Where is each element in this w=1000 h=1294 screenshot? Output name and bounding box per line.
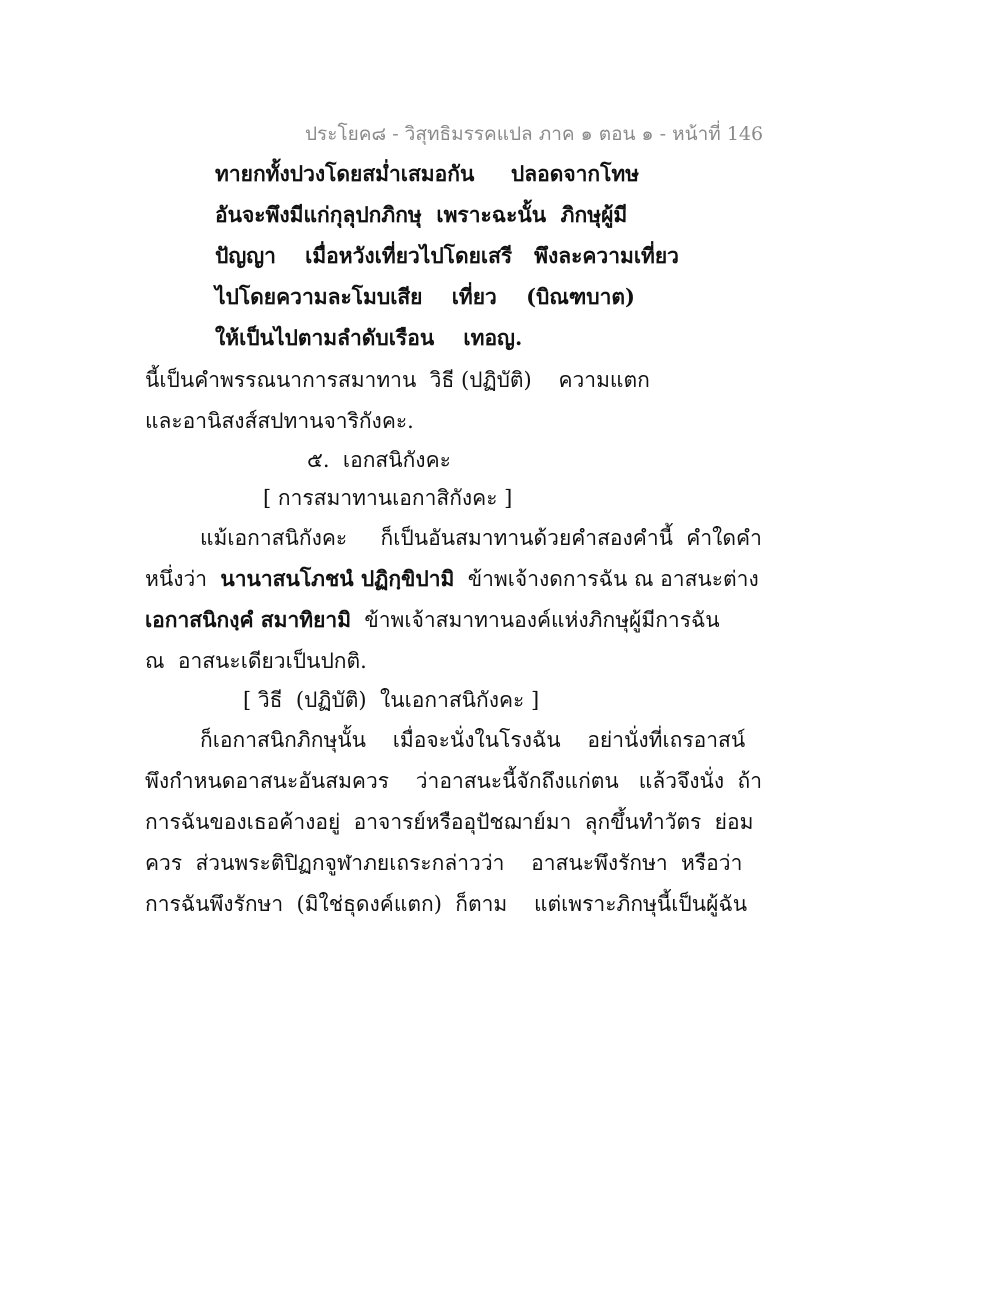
summary-line: และอานิสงส์สปทานจาริกังคะ. <box>145 409 414 433</box>
subheading: [ การสมาทานเอกาสิกังคะ ] <box>263 486 513 510</box>
paragraph-line: แม้เอกาสนิกังคะ ก็เป็นอันสมาทานด้วยคำสองคำนี้ คำใดคำ <box>200 526 762 550</box>
pali-phrase: เอกาสนิกงฺคํ สมาทิยามิ <box>145 607 352 632</box>
page-header: ประโยค๘ - วิสุทธิมรรคแปล ภาค ๑ ตอน ๑ - หน้าที่ 146 <box>305 123 764 145</box>
paragraph-line: ควร ส่วนพระติปิฏกจูฬาภยเถระกล่าวว่า อาสนะพึงรักษา หรือว่า <box>145 851 743 875</box>
verse-line: ปัญญา เมื่อหวังเที่ยวไปโดยเสรี พึงละความเที่ยว <box>215 243 679 268</box>
paragraph-line: การฉันของเธอค้างอยู่ อาจารย์หรืออุปัชฌาย์มา ลุกขึ้นทำวัตร ย่อม <box>145 810 754 834</box>
paragraph-text: หนึ่งว่า <box>145 567 221 591</box>
subheading: [ วิธี (ปฏิบัติ) ในเอกาสนิกังคะ ] <box>243 688 540 712</box>
verse-line: ให้เป็นไปตามลำดับเรือน เทอญ. <box>215 325 523 350</box>
paragraph-text: ข้าพเจ้าสมาทานองค์แห่งภิกษุผู้มีการฉัน <box>351 608 720 632</box>
verse-line: อันจะพึงมีแก่กุลุปกภิกษุ เพราะฉะนั้น ภิกษุผู้มี <box>215 202 628 227</box>
summary-line: นี้เป็นคำพรรณนาการสมาทาน วิธี (ปฏิบัติ) ความแตก <box>145 368 650 392</box>
section-title: ๕. เอกสนิกังคะ <box>307 448 451 472</box>
paragraph-line: การฉันพึงรักษา (มิใช่ธุดงค์แตก) ก็ตาม แต่เพราะภิกษุนี้เป็นผู้ฉัน <box>145 892 748 916</box>
paragraph-line: พึงกำหนดอาสนะอันสมควร ว่าอาสนะนี้จักถึงแก่ตน แล้วจึงนั่ง ถ้า <box>145 769 763 793</box>
pali-phrase: นานาสนโภชนํ ปฏิกฺขิปามิ <box>220 566 455 591</box>
verse-line: ไปโดยความละโมบเสีย เที่ยว (บิณฑบาต) <box>215 284 635 309</box>
paragraph-line: ณ อาสนะเดียวเป็นปกติ. <box>145 649 367 673</box>
paragraph-line <box>145 606 720 634</box>
paragraph-line <box>145 565 759 593</box>
verse-line: ทายกทั้งปวงโดยสม่ำเสมอกัน ปลอดจากโทษ <box>215 161 640 186</box>
paragraph-text: ข้าพเจ้างดการฉัน ณ อาสนะต่าง <box>454 567 759 591</box>
paragraph-line: ก็เอกาสนิกภิกษุนั้น เมื่อจะนั่งในโรงฉัน อย่านั่งที่เถรอาสน์ <box>200 728 746 752</box>
